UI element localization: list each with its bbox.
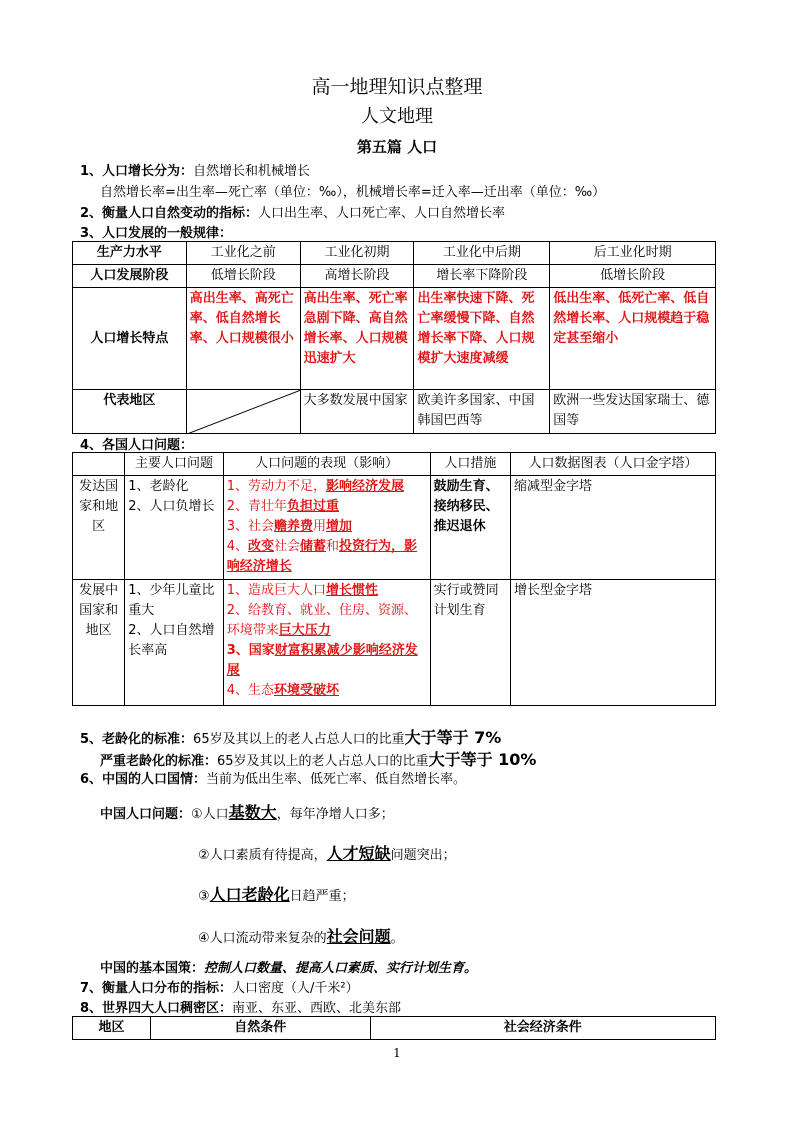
table-header-cell: 社会经济条件 — [370, 1017, 715, 1040]
table-cell: 高增长阶段 — [300, 265, 414, 288]
table-header-cell: 工业化初期 — [300, 242, 414, 265]
table-cell — [125, 476, 223, 580]
table-row — [73, 1017, 716, 1040]
china-emphasis: 人口老龄化 — [209, 885, 290, 904]
table-row — [73, 476, 716, 580]
china-text: ①人口 — [191, 807, 229, 822]
china-problem-1 — [100, 800, 394, 823]
section-6 — [80, 768, 466, 787]
effect-item — [227, 517, 427, 537]
problem-item: 1、少年儿童比重大 — [128, 583, 215, 618]
china-emphasis: 基数大 — [228, 803, 277, 822]
section-7-head: 7、衡量人口分布的指标： — [80, 981, 233, 996]
table-header-cell: 地区 — [73, 1017, 151, 1040]
effect-emphasis: 财富积累减少影响经济发展 — [226, 643, 418, 678]
effect-item — [227, 601, 427, 641]
effect-text: 1、造成巨大人口 — [226, 583, 326, 598]
section-2-text: 人口出生率、人口死亡率、人口自然增长率 — [258, 206, 506, 221]
table-cell: 增长型金字塔 — [511, 580, 716, 706]
effect-emphasis: 增加 — [326, 519, 353, 534]
table-cell — [223, 476, 430, 580]
effect-text: 3、社会 — [226, 519, 274, 534]
china-head: 中国人口问题： — [100, 807, 192, 822]
section-5b — [100, 747, 536, 770]
effect-text: 1、劳动力不足， — [226, 479, 326, 494]
china-problem-2 — [198, 841, 456, 864]
doc-subtitle: 人文地理 — [361, 106, 433, 127]
table-cell: 高出生率、高死亡率、低自然增长率、人口规模很小 — [186, 288, 300, 390]
effect-text: 2、青壮年 — [226, 499, 287, 514]
table-cell — [125, 580, 223, 706]
table-header-cell — [73, 453, 125, 476]
table-cell: 实行或赞同计划生育 — [430, 580, 510, 706]
row-label: 发展中国家和地区 — [73, 580, 125, 706]
section-7-text: 人口密度（人/千米²） — [232, 981, 359, 996]
table-header-cell: 人口措施 — [430, 453, 510, 476]
problem-item: 2、人口自然增长率高 — [128, 623, 215, 658]
row-label: 人口发展阶段 — [73, 265, 187, 288]
china-text: 。 — [390, 931, 404, 946]
effect-item — [227, 497, 427, 517]
population-stage-table — [72, 241, 716, 434]
effect-emphasis: 投资行为，影响经济增长 — [226, 539, 418, 574]
table-header-cell: 后工业化时期 — [550, 242, 716, 265]
effect-emphasis: 赡养费 — [273, 519, 313, 534]
section-6-head: 6、中国的人口国情： — [80, 772, 207, 787]
row-label: 代表地区 — [73, 390, 187, 434]
section-7 — [80, 977, 359, 996]
table-header-cell: 工业化中后期 — [414, 242, 550, 265]
section-1-head: 1、人口增长分为： — [80, 164, 194, 179]
table-cell: 低增长阶段 — [186, 265, 300, 288]
effect-emphasis: 巨大压力 — [278, 623, 331, 638]
empty-diagonal-cell — [186, 390, 300, 434]
china-text: 问题突出； — [390, 848, 456, 863]
effect-text: 4、生态 — [226, 683, 274, 698]
table-cell: 鼓励生育、接纳移民、推迟退休 — [430, 476, 510, 580]
effect-item — [227, 581, 427, 601]
effect-emphasis: 增长惯性 — [325, 583, 378, 598]
policy-text: 控制人口数量、提高人口素质、实行计划生育。 — [204, 961, 478, 976]
section-1-formula: 自然增长率=出生率—死亡率（单位：‰），机械增长率=迁入率—迁出率（单位：‰） — [100, 185, 606, 200]
table-row — [73, 580, 716, 706]
section-5-value: 大于等于 7% — [404, 728, 502, 747]
table-row — [73, 453, 716, 476]
effect-item — [227, 681, 427, 701]
table-cell: 大多数发展中国家 — [300, 390, 414, 434]
section-4-head: 4、各国人口问题： — [80, 438, 194, 453]
china-text: 日趋严重； — [289, 889, 355, 904]
table-row — [73, 242, 716, 265]
china-policy — [100, 957, 477, 976]
effect-emphasis: 储蓄 — [300, 539, 327, 554]
diagonal-line — [187, 390, 301, 434]
table-cell: 低增长阶段 — [550, 265, 716, 288]
chapter-title: 第五篇 人口 — [356, 138, 438, 156]
section-5b-text: 65岁及其以上的老人占总人口的比重 — [217, 754, 429, 769]
density-region-table — [72, 1016, 716, 1040]
section-8 — [80, 997, 401, 1016]
section-3-head: 3、人口发展的一般规律： — [80, 226, 233, 241]
problem-item: 2、人口负增长 — [128, 499, 215, 514]
table-header-cell: 生产力水平 — [73, 242, 187, 265]
table-cell: 欧美许多国家、中国韩国巴西等 — [414, 390, 550, 434]
table-header-cell: 人口数据图表（人口金字塔） — [511, 453, 716, 476]
row-label: 发达国家和地区 — [73, 476, 125, 580]
table-cell: 出生率快速下降、死亡率缓慢下降、自然增长率下降、人口规模扩大速度减缓 — [414, 288, 550, 390]
table-cell — [223, 580, 430, 706]
table-cell: 增长率下降阶段 — [414, 265, 550, 288]
section-8-text: 南亚、东亚、西欧、北美东部 — [232, 1001, 402, 1016]
effect-item — [227, 641, 427, 681]
effect-emphasis: 环境受破坏 — [273, 683, 339, 698]
table-header-cell: 自然条件 — [150, 1017, 370, 1040]
section-8-head: 8、世界四大人口稠密区： — [80, 1001, 233, 1016]
doc-title: 高一地理知识点整理 — [311, 76, 483, 98]
effect-text: 3、国家 — [226, 643, 275, 658]
problem-item: 1、老龄化 — [128, 479, 189, 494]
section-2-head: 2、衡量人口自然变动的指标： — [80, 206, 259, 221]
effect-emphasis: 负担过重 — [286, 499, 339, 514]
section-5 — [80, 725, 501, 748]
table-row — [73, 265, 716, 288]
table-row — [73, 390, 716, 434]
effect-text: 用 — [312, 519, 326, 534]
section-5b-head: 严重老龄化的标准： — [100, 754, 218, 769]
china-emphasis: 社会问题 — [326, 927, 391, 946]
section-5b-value: 大于等于 10% — [428, 750, 537, 769]
effect-text: 社会 — [273, 539, 300, 554]
table-cell: 缩减型金字塔 — [511, 476, 716, 580]
china-text: ③ — [198, 889, 210, 904]
china-emphasis: 人才短缺 — [326, 844, 391, 863]
section-5-head: 5、老龄化的标准： — [80, 732, 194, 747]
policy-head: 中国的基本国策： — [100, 961, 205, 976]
effect-text: 2、给教育、就业、住房、资源、环境带来 — [226, 603, 417, 638]
china-text: ，每年净增人口多； — [276, 807, 394, 822]
effect-emphasis: 改变 — [247, 539, 274, 554]
section-2 — [80, 202, 505, 221]
table-header-cell: 工业化之前 — [186, 242, 300, 265]
table-cell: 欧洲一些发达国家瑞士、德国等 — [550, 390, 716, 434]
effect-emphasis: 影响经济发展 — [325, 479, 404, 494]
section-1 — [80, 160, 310, 179]
row-label: 人口增长特点 — [73, 288, 187, 390]
section-6-text: 当前为低出生率、低死亡率、低自然增长率。 — [206, 772, 467, 787]
population-problem-table — [72, 452, 716, 706]
page-number: 1 — [393, 1046, 401, 1060]
china-problem-3 — [198, 882, 355, 905]
effect-item — [227, 477, 427, 497]
section-1-text: 自然增长和机械增长 — [193, 164, 311, 179]
effect-text: 和 — [326, 539, 340, 554]
china-problem-4 — [198, 924, 404, 947]
section-5-text: 65岁及其以上的老人占总人口的比重 — [193, 732, 405, 747]
table-header-cell: 人口问题的表现（影响） — [223, 453, 430, 476]
china-text: ②人口素质有待提高， — [198, 848, 327, 863]
china-text: ④人口流动带来复杂的 — [198, 931, 327, 946]
table-cell: 低出生率、低死亡率、低自然增长率、人口规模趋于稳定甚至缩小 — [550, 288, 716, 390]
effect-item — [227, 537, 427, 577]
table-header-cell: 主要人口问题 — [125, 453, 223, 476]
table-row — [73, 288, 716, 390]
table-cell: 高出生率、死亡率急剧下降、高自然增长率、人口规模迅速扩大 — [300, 288, 414, 390]
effect-text: 4、 — [226, 539, 248, 554]
